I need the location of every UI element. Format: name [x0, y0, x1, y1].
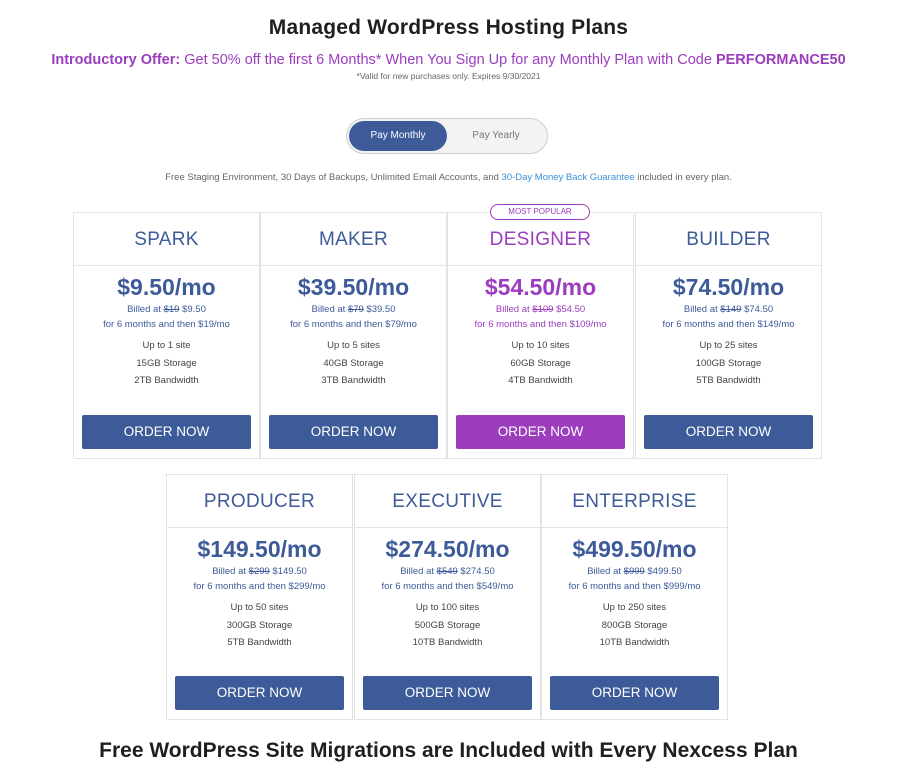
- new-price: $149.50: [269, 566, 307, 577]
- order-now-button[interactable]: ORDER NOW: [456, 415, 625, 449]
- plan-card-builder: [635, 212, 822, 459]
- sites-limit: Up to 50 sites: [230, 602, 289, 613]
- renewal-terms: for 6 months and then $549/mo: [381, 581, 514, 592]
- billed-prefix: Billed at: [587, 566, 624, 577]
- billed-line: [167, 564, 352, 579]
- old-price: $19: [163, 304, 180, 315]
- features-text: Free Staging Environment, 30 Days of Backups, Unlimited Email Accounts, and: [165, 172, 502, 183]
- order-now-button[interactable]: ORDER NOW: [550, 676, 719, 710]
- bandwidth-limit: 5TB Bandwidth: [227, 637, 292, 648]
- plan-price: $74.50/mo: [672, 274, 785, 300]
- sites-limit: Up to 25 sites: [699, 340, 758, 351]
- plan-price: $54.50/mo: [484, 274, 597, 300]
- old-price: $299: [248, 566, 270, 577]
- plan-name: BUILDER: [636, 213, 821, 266]
- billed-line: [542, 564, 727, 579]
- old-price: $109: [532, 304, 554, 315]
- most-popular-badge: MOST POPULAR: [490, 204, 590, 220]
- plan-card-maker: [260, 212, 447, 459]
- plan-price: $149.50/mo: [197, 536, 322, 562]
- renewal-terms: for 6 months and then $79/mo: [290, 319, 417, 330]
- storage-limit: 100GB Storage: [695, 357, 762, 369]
- plan-price: $499.50/mo: [572, 536, 697, 562]
- order-now-button[interactable]: ORDER NOW: [175, 676, 344, 710]
- bandwidth-limit: 5TB Bandwidth: [696, 375, 761, 386]
- sites-limit: Up to 100 sites: [415, 602, 480, 613]
- new-price: $499.50: [644, 566, 682, 577]
- billed-line: [448, 302, 633, 317]
- renewal-terms: for 6 months and then $999/mo: [568, 581, 701, 592]
- order-now-button[interactable]: ORDER NOW: [363, 676, 532, 710]
- billed-prefix: Billed at: [212, 566, 249, 577]
- billed-line: [74, 302, 259, 317]
- bandwidth-limit: 10TB Bandwidth: [599, 637, 670, 648]
- old-price: $149: [720, 304, 742, 315]
- renewal-terms: for 6 months and then $149/mo: [662, 319, 795, 330]
- offer-label: Introductory Offer:: [51, 52, 181, 68]
- storage-limit: 800GB Storage: [601, 619, 668, 631]
- plan-card-designer: [447, 207, 634, 459]
- new-price: $9.50: [179, 304, 206, 315]
- old-price: $549: [436, 566, 458, 577]
- bandwidth-limit: 2TB Bandwidth: [134, 375, 199, 386]
- storage-limit: 500GB Storage: [414, 619, 481, 631]
- pay-monthly-option[interactable]: Pay Monthly: [349, 121, 447, 151]
- renewal-terms: for 6 months and then $109/mo: [474, 319, 607, 330]
- billed-prefix: Billed at: [495, 304, 533, 315]
- plan-name: SPARK: [74, 213, 259, 266]
- plan-name: DESIGNER: [448, 213, 633, 266]
- plan-price: $274.50/mo: [385, 536, 510, 562]
- page-title: Managed WordPress Hosting Plans: [268, 16, 629, 39]
- sites-limit: Up to 10 sites: [511, 340, 570, 351]
- offer-disclaimer: *Valid for new purchases only. Expires 9/30/2021: [356, 71, 541, 81]
- new-price: $54.50: [553, 304, 586, 315]
- storage-limit: 60GB Storage: [510, 357, 571, 369]
- new-price: $74.50: [741, 304, 774, 315]
- new-price: $39.50: [363, 304, 396, 315]
- bandwidth-limit: 10TB Bandwidth: [412, 637, 483, 648]
- plan-name: EXECUTIVE: [355, 475, 540, 528]
- billed-line: [636, 302, 821, 317]
- billed-prefix: Billed at: [127, 304, 164, 315]
- pay-yearly-option[interactable]: Pay Yearly: [472, 130, 520, 141]
- offer-text: Get 50% off the first 6 Months* When You Sign Up for any Monthly Plan with Code: [180, 52, 716, 68]
- included-features: [0, 172, 897, 183]
- offer-code: PERFORMANCE50: [715, 52, 846, 68]
- bandwidth-limit: 4TB Bandwidth: [508, 375, 573, 386]
- sites-limit: Up to 250 sites: [602, 602, 667, 613]
- storage-limit: 40GB Storage: [323, 357, 384, 369]
- storage-limit: 15GB Storage: [136, 357, 197, 369]
- billed-prefix: Billed at: [400, 566, 437, 577]
- billed-line: [355, 564, 540, 579]
- migrations-heading: Free WordPress Site Migrations are Included with Every Nexcess Plan: [99, 739, 798, 762]
- new-price: $274.50: [457, 566, 495, 577]
- plan-price: $9.50/mo: [117, 274, 216, 300]
- plan-name: ENTERPRISE: [542, 475, 727, 528]
- order-now-button[interactable]: ORDER NOW: [644, 415, 813, 449]
- renewal-terms: for 6 months and then $299/mo: [193, 581, 326, 592]
- order-now-button[interactable]: ORDER NOW: [82, 415, 251, 449]
- plan-card-spark: [73, 212, 260, 459]
- features-text-end: included in every plan.: [634, 172, 732, 183]
- billed-line: [261, 302, 446, 317]
- billed-prefix: Billed at: [683, 304, 721, 315]
- billing-toggle[interactable]: [346, 118, 548, 154]
- plan-price: $39.50/mo: [297, 274, 410, 300]
- plan-card-producer: [166, 474, 353, 720]
- storage-limit: 300GB Storage: [226, 619, 293, 631]
- bandwidth-limit: 3TB Bandwidth: [321, 375, 386, 386]
- order-now-button[interactable]: ORDER NOW: [269, 415, 438, 449]
- old-price: $79: [347, 304, 364, 315]
- sites-limit: Up to 5 sites: [327, 340, 380, 351]
- plan-name: MAKER: [261, 213, 446, 266]
- intro-offer: [0, 52, 897, 68]
- plan-card-executive: [354, 474, 541, 720]
- sites-limit: Up to 1 site: [142, 340, 191, 351]
- plan-card-enterprise: [541, 474, 728, 720]
- plan-name: PRODUCER: [167, 475, 352, 528]
- renewal-terms: for 6 months and then $19/mo: [103, 319, 230, 330]
- old-price: $999: [623, 566, 645, 577]
- money-back-guarantee-link[interactable]: 30-Day Money Back Guarantee: [501, 172, 635, 183]
- billed-prefix: Billed at: [311, 304, 348, 315]
